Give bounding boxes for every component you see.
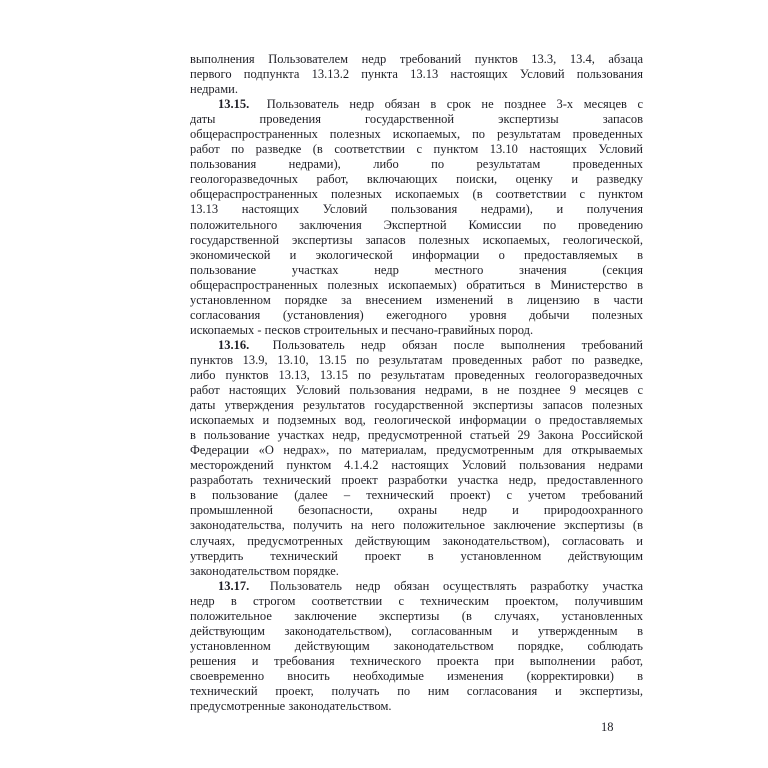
text-line: установленном порядке за внесением изменений в лицензию в части xyxy=(190,292,643,307)
text-line: первого подпункта 13.13.2 пункта 13.13 настоящих Условий пользования xyxy=(190,67,643,82)
body-text xyxy=(190,52,643,714)
text-line: месторождений пунктом 4.1.4.2 настоящих Условий пользования недрами xyxy=(190,458,643,473)
paragraph-number: 13.15. xyxy=(218,97,250,112)
text-line: Федерации «О недрах», по материалам, предусмотренным для открываемых xyxy=(190,443,643,458)
text-line: промышленной безопасности, охраны недр и природоохранного xyxy=(190,503,643,518)
text-line: экономической и экологической информации о предоставляемых в xyxy=(190,247,643,262)
text-line: решения и требования технического проекта при выполнении работ, xyxy=(190,653,643,668)
text-line: согласования (установления) ежегодного уровня добычи полезных xyxy=(190,307,643,322)
text-line: работ настоящих Условий пользования недрами, в не позднее 9 месяцев с xyxy=(190,383,643,398)
paragraph-number: 13.16. xyxy=(218,337,250,352)
text-line: установленном действующим законодательством порядке, соблюдать xyxy=(190,638,643,653)
text-line: даты проведения государственной экспертизы запасов xyxy=(190,112,643,127)
text-line: в пользование участках недр, предусмотренной статьей 29 Закона Российской xyxy=(190,428,643,443)
text-line: 13.17. Пользователь недр обязан осуществлять разработку участка xyxy=(218,578,643,593)
text-line: общераспространенных полезных ископаемых, по результатам проведенных xyxy=(190,127,643,142)
text-line: 13.13 настоящих Условий пользования недрами), и получения xyxy=(190,202,643,217)
text-line: законодательства, получить на него положительное заключение экспертизы (в xyxy=(190,518,643,533)
text-line: пользования недрами), либо по результатам проведенных xyxy=(190,157,643,172)
text-line: своевременно вносить необходимые изменения (корректировки) в xyxy=(190,668,643,683)
text-line: действующим законодательством), согласованным и утвержденным в xyxy=(190,623,643,638)
text-line: предусмотренные законодательством. xyxy=(190,699,392,714)
text-line: общераспространенных полезных ископаемых (в соответствии с пунктом xyxy=(190,187,643,202)
text-line: пунктов 13.9, 13.10, 13.15 по результатам проведенных работ по разведке, xyxy=(190,352,643,367)
text-line: утвердить технический проект в установленном действующим xyxy=(190,548,643,563)
text-line: технический проект, получать по ним согласования и экспертизы, xyxy=(190,683,643,698)
text-line: геологоразведочных работ, включающих поиски, оценку и разведку xyxy=(190,172,643,187)
text-line: 13.16. Пользователь недр обязан после выполнения требований xyxy=(218,337,643,352)
text-line: недрами. xyxy=(190,82,238,97)
page-number: 18 xyxy=(601,720,614,734)
text-line: ископаемых - песков строительных и песчано-гравийных пород. xyxy=(190,322,534,337)
text-line: законодательством порядке. xyxy=(190,563,339,578)
text-line: в пользование (далее – технический проект) с учетом требований xyxy=(190,488,643,503)
text-line: положительное заключение экспертизы (в случаях, установленных xyxy=(190,608,643,623)
text-line: положительного заключения Экспертной Комиссии по проведению xyxy=(190,217,643,232)
text-line: ископаемых и подземных вод, геологической информации о предоставляемых xyxy=(190,413,643,428)
text-line: либо пунктов 13.13, 13.15 по результатам проведенных геологоразведочных xyxy=(190,367,643,382)
text-line: выполнения Пользователем недр требований пунктов 13.3, 13.4, абзаца xyxy=(190,52,643,66)
text-line: государственной экспертизы запасов полезных ископаемых, геологической, xyxy=(190,232,643,247)
text-line: недр в строгом соответствии с техническим проектом, получившим xyxy=(190,593,643,608)
text-line: случаях, предусмотренных действующим законодательством), согласовать и xyxy=(190,533,643,548)
text-line: общераспространенных полезных ископаемых) обратиться в Министерство в xyxy=(190,277,643,292)
text-line: даты утверждения результатов государственной экспертизы запасов полезных xyxy=(190,398,643,413)
paragraph-number: 13.17. xyxy=(218,578,250,593)
text-line: работ по разведке (в соответствии с пунктом 13.10 настоящих Условий xyxy=(190,142,643,157)
text-line: 13.15. Пользователь недр обязан в срок не позднее 3-х месяцев с xyxy=(218,97,643,112)
text-line: разработать технический проект разработки участка недр, предоставленного xyxy=(190,473,643,488)
text-line: пользование участках недр местного значения (секция xyxy=(190,262,643,277)
